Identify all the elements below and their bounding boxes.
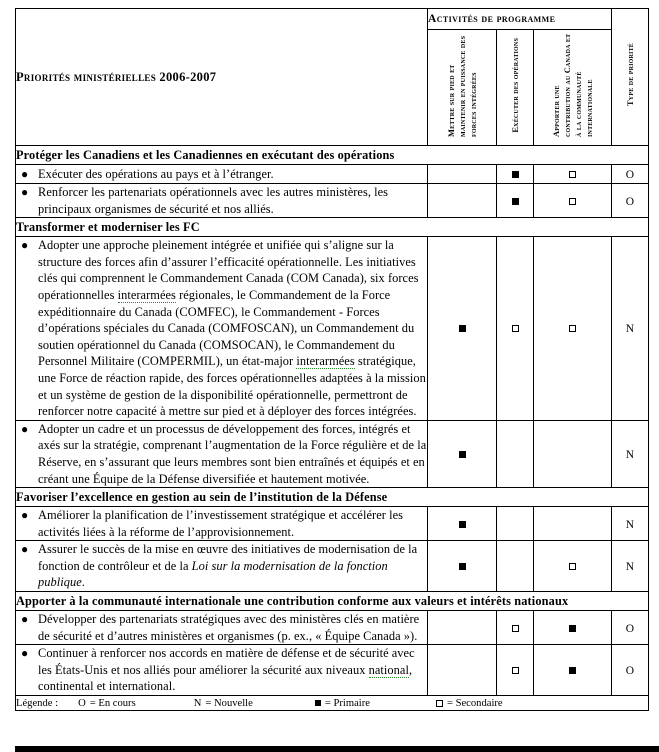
marker-cell-c2 [497, 611, 534, 645]
column-header-c3 [534, 30, 612, 146]
marker-cell-c1 [428, 645, 497, 696]
priority-cell [16, 420, 428, 487]
priority-text: Continuer à renforcer nos accords en matière de défense et de sécurité avec les États-Unis et nos alliés pour améliorer la sécurité aux niveaux national, continental et international. [38, 646, 415, 694]
marker-cell-c4 [612, 165, 649, 184]
priority-cell [16, 237, 428, 421]
table-body [16, 9, 649, 711]
symbol-none [572, 457, 573, 458]
marker-cell-c2 [497, 237, 534, 421]
section-header-0 [16, 146, 649, 165]
marker-cell-c4 [612, 237, 649, 421]
section-header-row [16, 218, 649, 237]
priorities-table [15, 8, 649, 711]
table-row [16, 184, 649, 218]
section-header-row [16, 592, 649, 611]
symbol-none [462, 673, 463, 674]
symbol-secondary [569, 198, 576, 205]
symbol-secondary [569, 171, 576, 178]
priority-text: Développer des partenariats stratégiques avec des ministères clés en matière de sécurité et d’autres ministères et organismes (p. ex., « Équipe Canada »). [38, 612, 420, 643]
marker-cell-c1 [428, 541, 497, 592]
marker-cell-c4 [612, 507, 649, 541]
symbol-type: O [625, 195, 635, 208]
priority-cell [16, 184, 428, 218]
column-header-label: Apporter une contribution au Canada et à la communauté internationale [551, 33, 594, 137]
symbol-none [462, 204, 463, 205]
symbol-type: O [625, 665, 635, 678]
bullet-icon: ● [21, 421, 29, 436]
marker-cell-c2 [497, 541, 534, 592]
column-header-label: Exécuter des opérations [510, 37, 520, 133]
marker-cell-c4 [612, 645, 649, 696]
legend-item-3 [436, 698, 503, 709]
table-row [16, 237, 649, 421]
bullet-icon: ● [21, 542, 29, 557]
priority-cell [16, 541, 428, 592]
marker-cell-c3 [534, 184, 612, 218]
marker-cell-c1 [428, 420, 497, 487]
symbol-none [462, 177, 463, 178]
legend-text: = En cours [89, 697, 136, 709]
marker-cell-c3 [534, 541, 612, 592]
symbol-primary [512, 171, 519, 178]
bullet-icon: ● [21, 238, 29, 253]
section-header-2 [16, 488, 649, 507]
marker-cell-c3 [534, 645, 612, 696]
symbol-none [572, 527, 573, 528]
legend-text: = Primaire [324, 697, 370, 709]
symbol-secondary [569, 563, 576, 570]
symbol-primary [459, 451, 466, 458]
marker-cell-c4 [612, 611, 649, 645]
column-header-label: Type de priorité [625, 43, 635, 106]
section-header-3 [16, 592, 649, 611]
marker-cell-c3 [534, 420, 612, 487]
marker-cell-c2 [497, 507, 534, 541]
section-header-row [16, 488, 649, 507]
bullet-icon: ● [21, 646, 29, 661]
table-row [16, 507, 649, 541]
bullet-icon: ● [21, 185, 29, 199]
table-row [16, 165, 649, 184]
symbol-primary [459, 325, 466, 332]
column-header-c2 [497, 30, 534, 146]
table-row [16, 611, 649, 645]
symbol-type: N [625, 448, 635, 461]
table-row [16, 541, 649, 592]
legend-item-0 [78, 698, 136, 709]
marker-cell-c1 [428, 507, 497, 541]
symbol-type: O [625, 169, 635, 181]
priority-text: Exécuter des opérations au pays et à l’étranger. [38, 166, 274, 181]
legend-symbol: N [193, 697, 202, 709]
priority-text: Assurer le succès de la mise en œuvre des initiatives de modernisation de la fonction de contrôleur et de la Loi sur la modernisation de la fonction publique. [38, 542, 418, 590]
marker-cell-c1 [428, 237, 497, 421]
marker-cell-c1 [428, 184, 497, 218]
symbol-none [515, 569, 516, 570]
page-title: Priorités ministérielles 2006-2007 [16, 70, 217, 84]
priority-cell [16, 645, 428, 696]
symbol-primary [459, 521, 466, 528]
column-header-label: Mettre sur pied et maintenir en puissance des forces intégrées [446, 35, 478, 137]
symbol-primary [512, 198, 519, 205]
section-header-row [16, 146, 649, 165]
priorities-header-cell [16, 9, 428, 146]
marker-cell-c4 [612, 420, 649, 487]
priority-cell [16, 507, 428, 541]
legend-open-square-icon [436, 700, 443, 707]
marker-cell-c3 [534, 507, 612, 541]
legend-cell [16, 696, 649, 711]
symbol-none [515, 527, 516, 528]
bullet-icon: ● [21, 508, 29, 523]
symbol-type: O [625, 622, 635, 635]
symbol-none [515, 457, 516, 458]
activities-header: Activités de programme [428, 9, 612, 30]
legend-item-1 [194, 698, 253, 709]
legend-filled-square-icon [315, 700, 321, 706]
marker-cell-c3 [534, 237, 612, 421]
symbol-none [462, 631, 463, 632]
marker-cell-c1 [428, 611, 497, 645]
section-title: Favoriser l’excellence en gestion au sein de l’institution de la Défense [16, 490, 388, 505]
symbol-primary [459, 563, 466, 570]
bullet-icon: ● [21, 166, 29, 181]
symbol-primary [569, 667, 576, 674]
table-row [16, 645, 649, 696]
legend-text: = Secondaire [446, 697, 503, 709]
marker-cell-c2 [497, 184, 534, 218]
legend-text: = Nouvelle [205, 697, 253, 709]
column-header-type-de-priorite [612, 9, 649, 146]
section-title: Protéger les Canadiens et les Canadiennes en exécutant des opérations [16, 148, 395, 162]
marker-cell-c3 [534, 165, 612, 184]
priority-cell [16, 611, 428, 645]
symbol-secondary [512, 625, 519, 632]
marker-cell-c4 [612, 541, 649, 592]
legend-item-2 [315, 698, 370, 709]
symbol-type: N [625, 561, 635, 574]
header-row-top [16, 9, 649, 30]
bottom-rule [15, 746, 659, 752]
priority-cell [16, 165, 428, 184]
symbol-primary [569, 625, 576, 632]
bullet-icon: ● [21, 612, 29, 627]
column-header-c1 [428, 30, 497, 146]
marker-cell-c4 [612, 184, 649, 218]
legend-symbol: O [78, 697, 86, 709]
priority-text: Renforcer les partenariats opérationnels avec les autres ministères, les principaux organismes de sécurité et nos alliés. [38, 185, 389, 216]
symbol-secondary [569, 325, 576, 332]
priority-text: Adopter un cadre et un processus de développement des forces, intégrés et axés sur la stratégie, comprenant l’augmentation de la Force régulière et de la Réserve, en s’assurant que leurs membres sont bien entraînés et équipés et en créant une Équipe de la Défense diversifiée et hautement motivée. [38, 421, 427, 486]
symbol-type: N [625, 323, 635, 336]
priority-text: Adopter une approche pleinement intégrée et unifiée qui s’aligne sur la structure des forces afin d’assurer l’efficacité opérationnelle. Les initiatives clés qui comprennent le Commandement Canada (COM Canada), six forces opérationnelles interarmées régionales, le Commandement de la Force expéditionnaire du Canada (COMFEC), le Commandement - Forces d’opérations spéciales du Canada (COMFOSCAN), un Commandement du soutien opérationnel du Canada (COMSOCAN), le Commandement du Personnel Militaire (COMPERMIL), un état-major interarmées stratégique, une Force de réaction rapide, des forces opérationnelles adaptées à la mission et un système de gestion de la disponibilité opérationnelle, permettront de renforcer notre capacité à mettre sur pied et à déployer des forces intégrées. [38, 238, 426, 419]
marker-cell-c2 [497, 165, 534, 184]
marker-cell-c2 [497, 645, 534, 696]
section-title: Apporter à la communauté internationale une contribution conforme aux valeurs et intérêts nationaux [16, 594, 569, 609]
marker-cell-c1 [428, 165, 497, 184]
table-row [16, 420, 649, 487]
section-title: Transformer et moderniser les FC [16, 220, 200, 235]
marker-cell-c2 [497, 420, 534, 487]
symbol-secondary [512, 325, 519, 332]
priority-text: Améliorer la planification de l’investissement stratégique et accélérer les activités liées à la réforme de l’approvisionnement. [38, 508, 403, 539]
symbol-type: N [625, 518, 635, 531]
symbol-secondary [512, 667, 519, 674]
legend-label: Légende : [16, 697, 59, 709]
legend-row [16, 696, 649, 711]
section-header-1 [16, 218, 649, 237]
marker-cell-c3 [534, 611, 612, 645]
